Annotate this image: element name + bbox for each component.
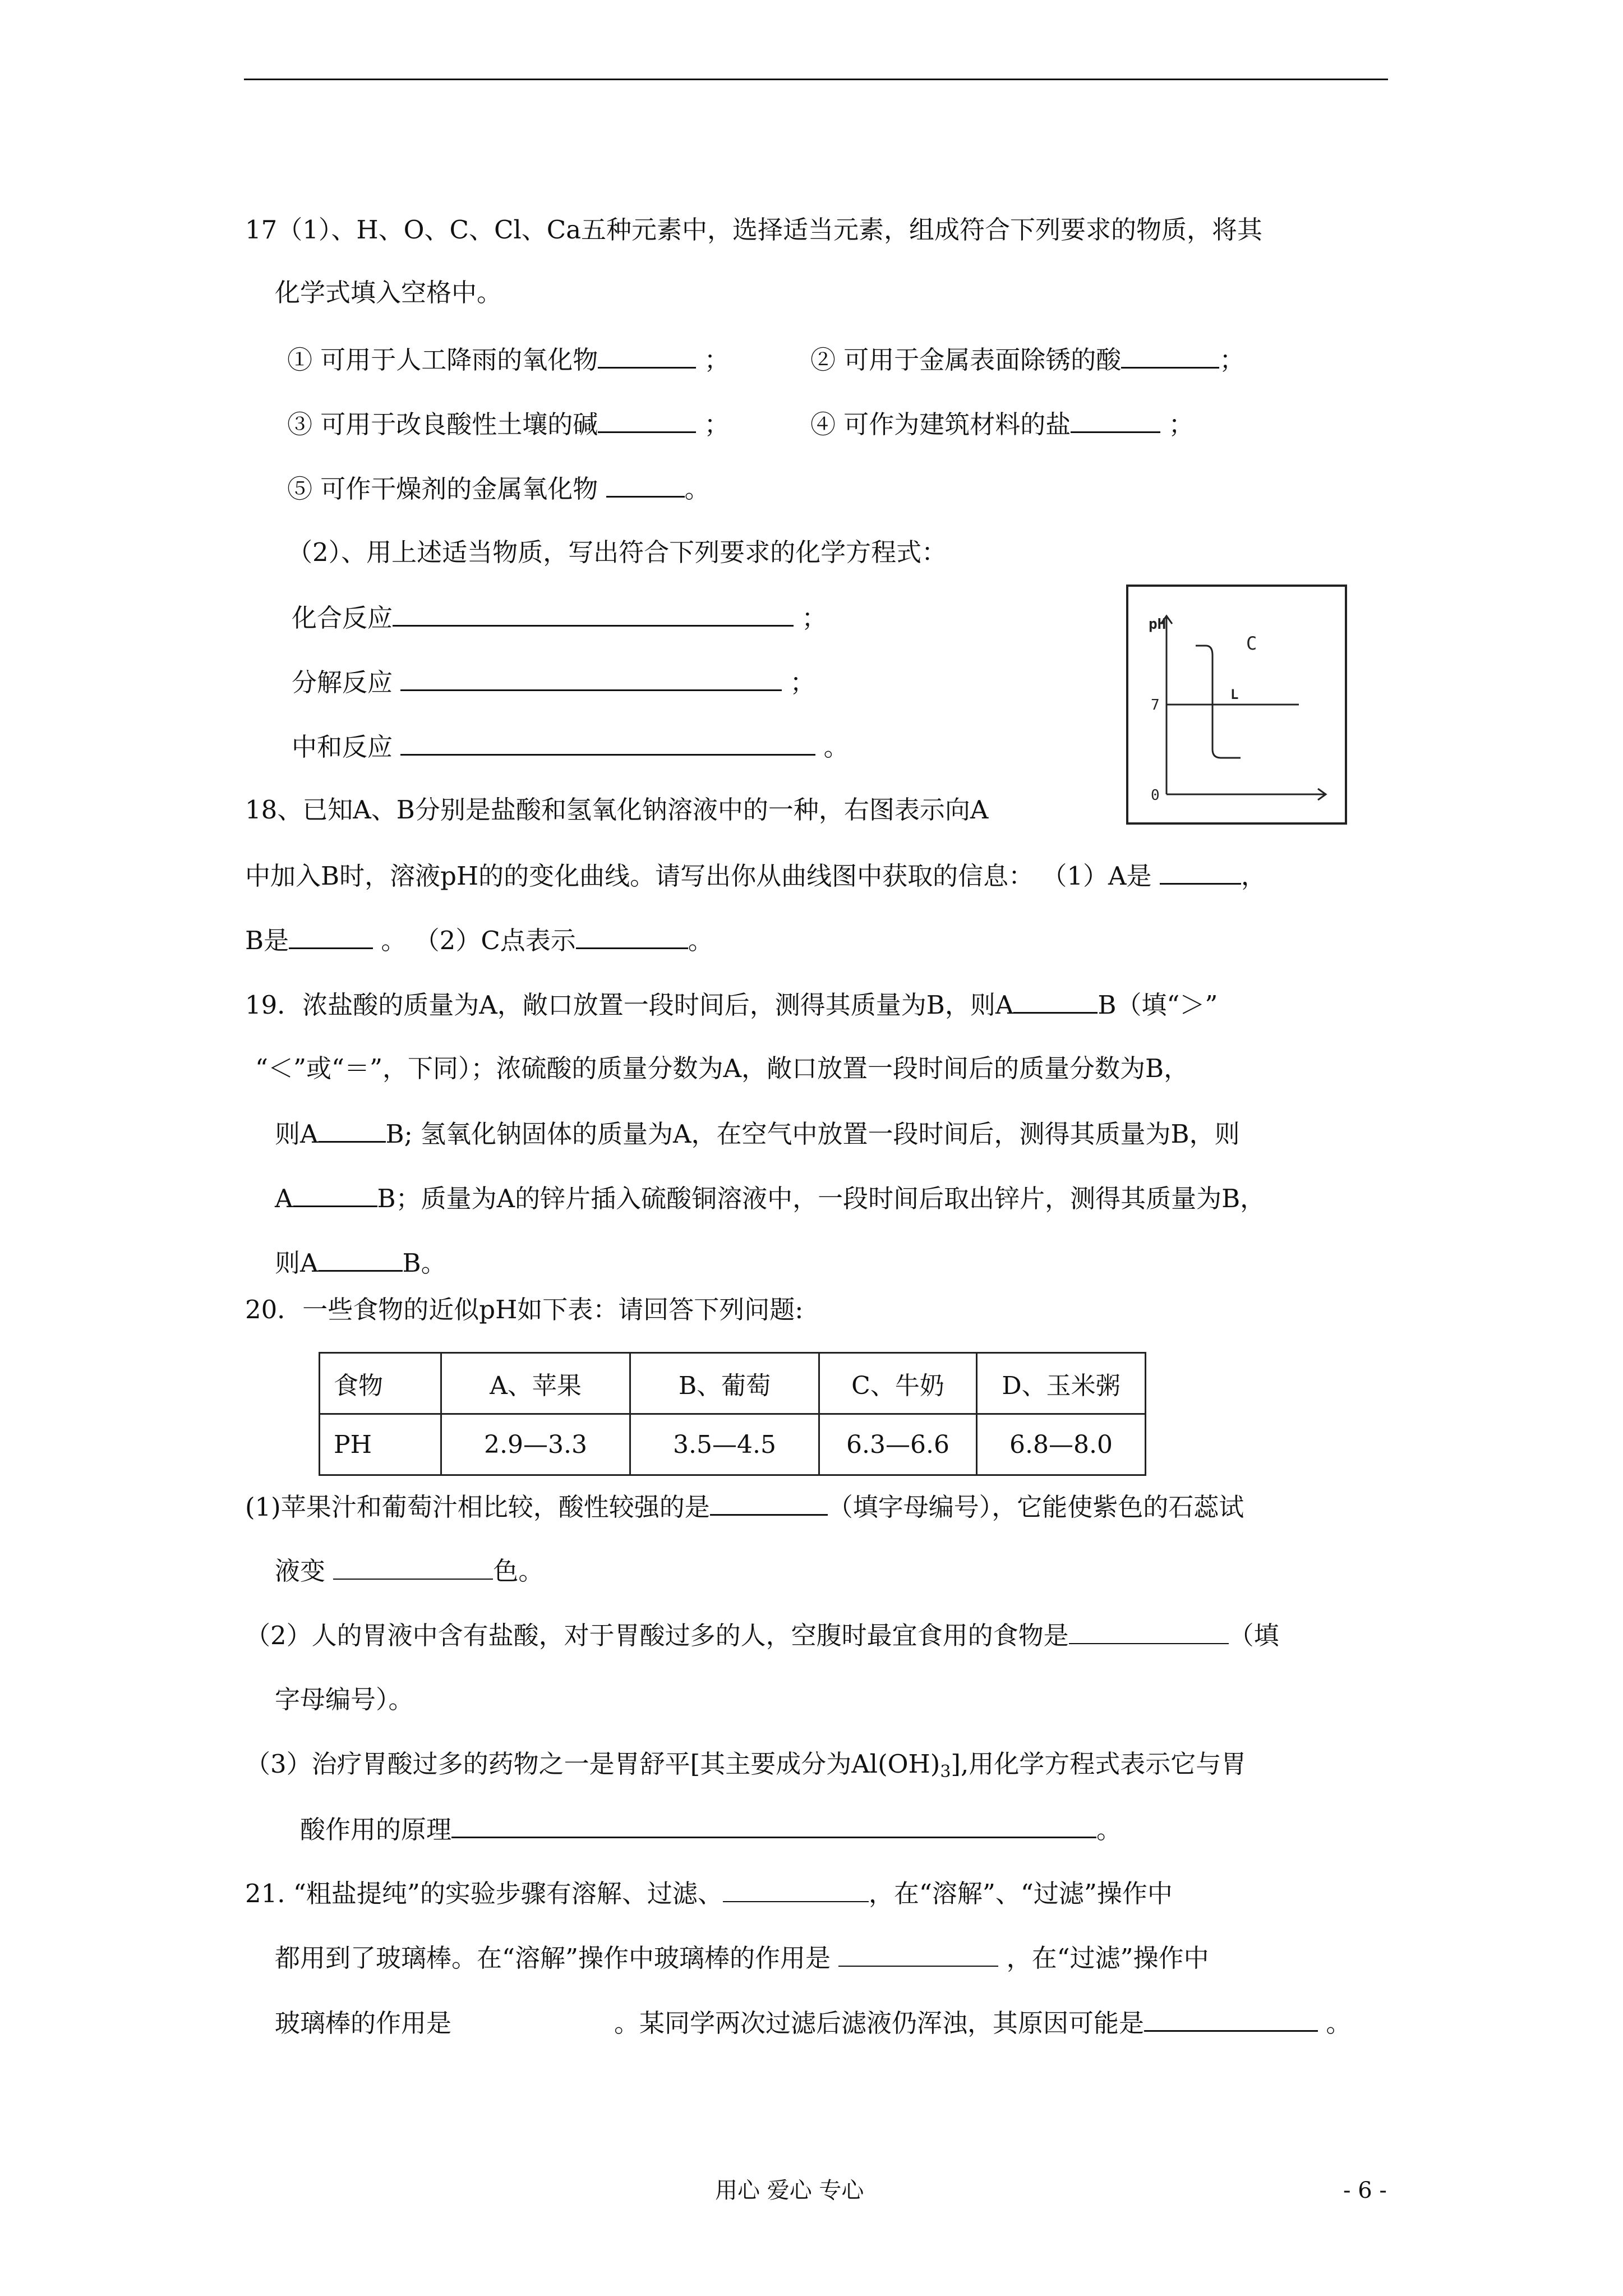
answer-blank[interactable] (598, 407, 696, 433)
page-number: - 6 - (1343, 2178, 1387, 2203)
equation-blank[interactable] (400, 729, 815, 756)
table-cell: PH (320, 1414, 441, 1475)
answer-blank[interactable] (1069, 1618, 1229, 1644)
y-axis-label: pH (1149, 616, 1166, 633)
origin-label: 0 (1151, 787, 1160, 804)
equation-blank[interactable] (400, 665, 782, 691)
q17-part2: （2）、用上述适当物质，写出符合下列要求的化学方程式： (287, 537, 947, 567)
q19-line5: 则A B。 (275, 1245, 446, 1280)
q17-item-3: ③ 可用于改良酸性土壤的碱 ； (287, 407, 730, 441)
table-cell: A、苹果 (441, 1353, 630, 1414)
answer-blank-b[interactable] (289, 923, 373, 949)
answer-blank[interactable] (1071, 407, 1160, 433)
q20-sub1-line1: (1)苹果汁和葡萄汁相比较，酸性较强的是 （填字母编号），它能使紫色的石蕊试 (245, 1489, 1244, 1524)
answer-blank[interactable] (1013, 987, 1098, 1014)
footer-motto: 用心 爱心 专心 (715, 2178, 864, 2203)
answer-blank[interactable] (710, 1489, 828, 1516)
table-cell: 6.8—8.0 (977, 1414, 1146, 1475)
q20-sub2-line2: 字母编号）。 (275, 1685, 414, 1714)
q19-line4: A B；质量为A的锌片插入硫酸铜溶液中，一段时间后取出锌片，测得其质量为B， (275, 1181, 1265, 1216)
q17-item-2: ② 可用于金属表面除锈的酸 ； (810, 342, 1244, 377)
q20-sub2-line1: （2）人的胃液中含有盐酸，对于胃酸过多的人，空腹时最宜食用的食物是 （填 (245, 1618, 1279, 1653)
q17-item-4: ④ 可作为建筑材料的盐 ； (810, 407, 1194, 441)
answer-blank[interactable] (319, 1116, 386, 1143)
q21-line3: 玻璃棒的作用是 。某同学两次过滤后滤液仍浑浊，其原因可能是 。 (275, 2005, 1351, 2040)
header-rule (244, 79, 1388, 80)
table-cell: 食物 (320, 1353, 441, 1414)
q17-intro-line1: 17（1）、H、O、C、Cl、Ca五种元素中，选择适当元素，组成符合下列要求的物质，将其 (245, 215, 1263, 245)
point-c-label: C (1246, 633, 1257, 654)
ph-curve-graph (1126, 585, 1347, 825)
q17-combination: 化合反应 ； (292, 600, 827, 635)
answer-blank[interactable] (606, 471, 685, 498)
answer-blank[interactable] (723, 1876, 869, 1902)
q17-item-5: ⑤ 可作干燥剂的金属氧化物 。 (287, 471, 710, 506)
q18-line2: 中加入B时，溶液pH的的变化曲线。请写出你从曲线图中获取的信息： （1）A是 ， (245, 858, 1266, 893)
equation-blank[interactable] (393, 600, 794, 627)
table-cell: D、玉米粥 (977, 1353, 1146, 1414)
table-cell: 6.3—6.6 (819, 1414, 977, 1475)
answer-blank[interactable] (1121, 342, 1219, 369)
q17-neutralization: 中和反应 。 (292, 729, 849, 764)
table-cell: 3.5—4.5 (630, 1414, 819, 1475)
equation-blank[interactable] (451, 1812, 1096, 1838)
q21-line1: 21. “粗盐提纯”的实验步骤有溶解、过滤、 ，在“溶解”、“过滤”操作中 (245, 1876, 1173, 1911)
answer-blank-c[interactable] (576, 923, 688, 949)
answer-blank[interactable] (838, 1941, 998, 1967)
food-ph-table (319, 1352, 1146, 1476)
table-cell: C、牛奶 (819, 1353, 977, 1414)
small-mark-label: L (1230, 687, 1239, 702)
table-cell: B、葡萄 (630, 1353, 819, 1414)
answer-blank[interactable] (1144, 2005, 1318, 2032)
q18-line3: B是 。 （2）C点表示 。 (245, 923, 713, 958)
answer-blank[interactable] (333, 1554, 493, 1580)
tick-7-label: 7 (1151, 697, 1160, 714)
q21-line2: 都用到了玻璃棒。在“溶解”操作中玻璃棒的作用是 ，在“过滤”操作中 (275, 1941, 1209, 1975)
q17-decomposition: 分解反应 ； (292, 665, 815, 700)
q20-sub1-line2: 液变 色。 (275, 1554, 543, 1588)
table-header-row (320, 1353, 1146, 1414)
q20-sub3-line1: （3）治疗胃酸过多的药物之一是胃舒平[其主要成分为$Al(OH)_3$],用化学方程式表示它与胃 (245, 1749, 1247, 1782)
q18-line1: 18、已知A、B分别是盐酸和氢氧化钠溶液中的一种，右图表示向A (245, 795, 989, 825)
q17-intro-line2: 化学式填入空格中。 (275, 278, 502, 307)
q19-line3: 则A B; 氢氧化钠固体的质量为A，在空气中放置一段时间后，测得其质量为B，则 (275, 1116, 1240, 1151)
q19-line2: “＜”或“＝”，下同）；浓硫酸的质量分数为A，敞口放置一段时间后的质量分数为B， (255, 1053, 1189, 1083)
answer-blank[interactable] (293, 1181, 377, 1207)
table-row (320, 1414, 1146, 1475)
table-cell: 2.9—3.3 (441, 1414, 630, 1475)
q19-line1: 19．浓盐酸的质量为A，敞口放置一段时间后，测得其质量为B，则A B（填“＞” (245, 987, 1218, 1022)
q20-intro: 20．一些食物的近似pH如下表：请回答下列问题: (245, 1295, 804, 1324)
q17-item-1: ① 可用于人工降雨的氧化物 ； (287, 342, 730, 377)
answer-blank-a[interactable] (1160, 858, 1241, 885)
answer-blank[interactable] (598, 342, 696, 369)
q20-sub3-line2: 酸作用的原理 。 (300, 1812, 1122, 1847)
answer-blank[interactable] (319, 1245, 403, 1272)
